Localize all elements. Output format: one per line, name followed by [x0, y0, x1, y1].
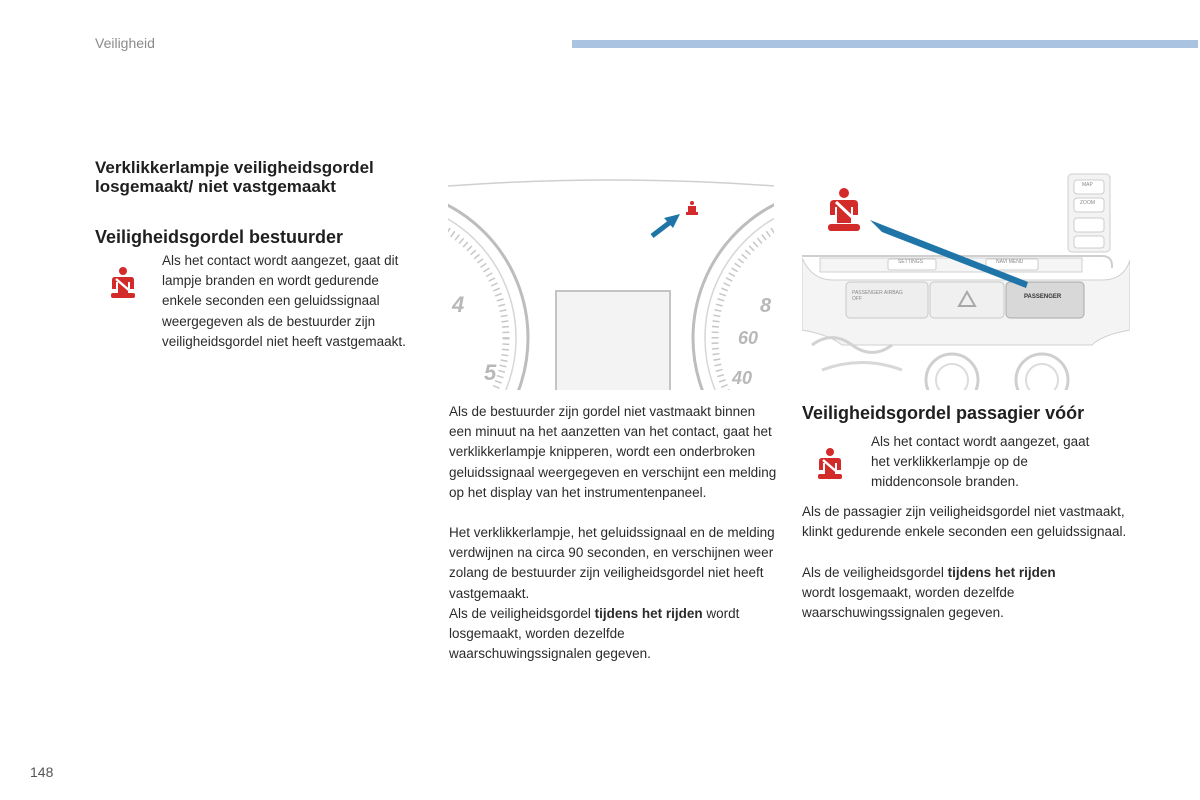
- instrument-cluster-illustration: [448, 178, 774, 390]
- passenger-intro: Als het contact wordt aangezet, gaat het verklikkerlampje op de middenconsole branden.: [871, 434, 1090, 490]
- passenger-paragraph-1: Als de passagier zijn veiligheidsgordel niet vastmaakt, klinkt gedurende enkele seconden een geluidssignaal.: [802, 504, 1127, 540]
- header-accent-bar: [572, 40, 1198, 48]
- page-number: 148: [30, 764, 54, 780]
- gauge-number: 4: [452, 292, 465, 317]
- passenger-paragraph-2: Als de veiligheidsgordel tijdens het rijden wordt losgemaakt, worden dezelfde waarschuwingssignalen gegeven.: [802, 565, 1056, 621]
- driver-paragraph-2: Het verklikkerlampje, het geluidssignaal en de melding verdwijnen na circa 90 seconden, en verschijnen weer zolang de bestuurder zijn veiligheidsgordel niet heeft vastgemaakt.: [449, 525, 775, 601]
- navi-menu-button-label: NAVI MENU: [996, 259, 1024, 265]
- zoom-button-label: ZOOM: [1080, 200, 1095, 206]
- passenger-heading: Veiligheidsgordel passagier vóór: [802, 403, 1085, 423]
- driver-intro: Als het contact wordt aangezet, gaat dit lampje branden en wordt gedurende enkele seconden een geluidssignaal weergegeven als de bestuurder zijn veiligheidsgordel niet heeft vastgemaakt.: [162, 253, 406, 349]
- gauge-number: 60: [738, 328, 759, 348]
- page-title: Verklikkerlampje veiligheidsgordel losgemaakt/ niet vastgemaakt: [95, 158, 374, 196]
- seatbelt-warning-icon: [812, 447, 848, 483]
- map-button-label: MAP: [1082, 182, 1093, 188]
- running-header: Veiligheid: [95, 35, 155, 51]
- passenger-button-label: PASSENGER: [1024, 294, 1062, 300]
- gauge-number: 8: [760, 295, 772, 317]
- driver-paragraph-3: Als de veiligheidsgordel tijdens het rijden wordt losgemaakt, worden dezelfde waarschuwingssignalen gegeven.: [449, 606, 740, 662]
- settings-button-label: SETTINGS: [898, 259, 924, 265]
- driver-heading: Veiligheidsgordel bestuurder: [95, 227, 344, 247]
- seatbelt-warning-icon: [105, 266, 141, 302]
- gauge-number: 5: [484, 360, 497, 385]
- airbag-off-label: PASSENGER AIRBAG OFF: [852, 290, 903, 302]
- console-illustration: [802, 170, 1130, 390]
- driver-paragraph-1: Als de bestuurder zijn gordel niet vastmaakt binnen een minuut na het aanzetten van het contact, gaat het verklikkerlampje knipperen, wordt een onderbroken geluidssignaal weergegeven en verschijnt een melding op het display van het instrumentenpaneel.: [449, 404, 777, 500]
- gauge-number: 40: [732, 368, 753, 388]
